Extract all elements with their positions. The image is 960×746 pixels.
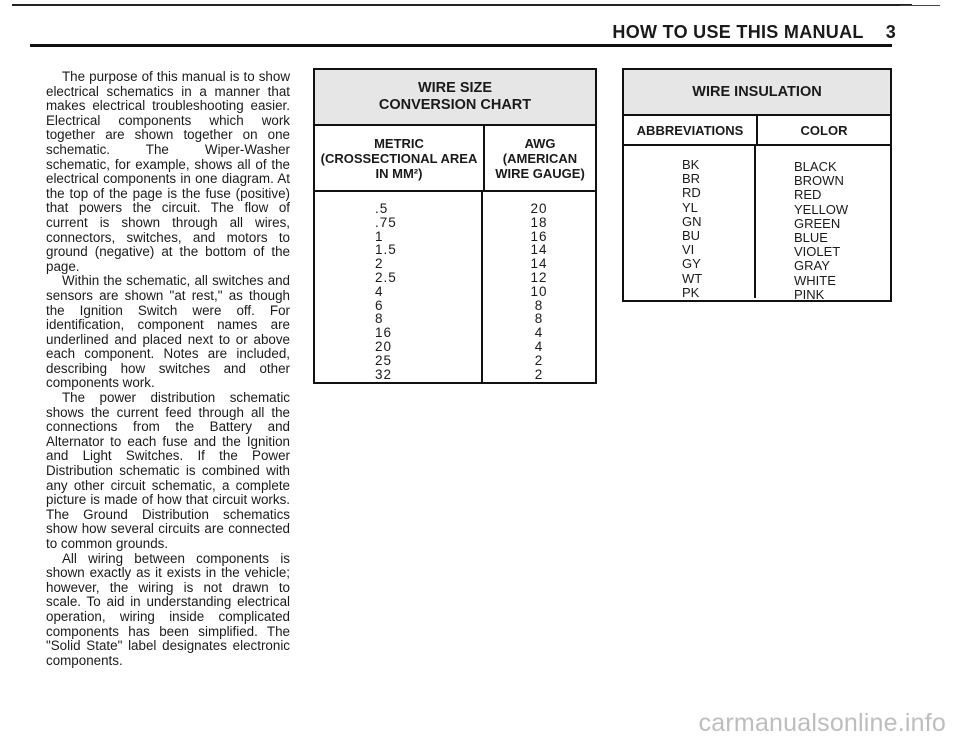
color-cell: BLUE xyxy=(794,230,828,246)
color-header: COLOR xyxy=(800,122,848,138)
metric-value: 32 xyxy=(375,366,393,382)
wire-insulation-body xyxy=(624,146,890,302)
abbreviation-cell: WT xyxy=(682,270,703,286)
metric-value: 25 xyxy=(375,352,393,368)
wire-insulation-table xyxy=(622,68,892,302)
color-cell: WHITE xyxy=(794,272,836,288)
page-number: 3 xyxy=(885,22,896,42)
paragraph: The purpose of this manual is to show electrical schematics in a manner that makes electrical troubleshooting easier. Electrical components which work together are shown together on one schematic. The Wiper-Washer schematic, for example, shows all of the electrical components in one diagram. At the top of the page is the fuse (positive) that powers the circuit. The flow of current is shown through all wires, connectors, switches, and motors to ground (negative) at the bottom of the page. xyxy=(46,69,290,274)
color-cell: GRAY xyxy=(794,258,830,274)
awg-value: 20 xyxy=(530,201,548,216)
abbreviation-cell: PK xyxy=(682,284,700,300)
intro-text xyxy=(46,70,290,668)
wire-size-header-row xyxy=(315,126,595,192)
colors-column xyxy=(756,146,890,302)
abbreviation-cell: BR xyxy=(682,171,701,187)
awg-column xyxy=(483,192,595,382)
awg-value: 4 xyxy=(534,325,544,341)
paragraph: The power distribution schematic shows the current feed through all the connections from the Battery and Alternator to each fuse and the Ignition and Light Switches. If the Power Distribution schematic is combined with any other circuit schematic, a complete picture is made of how that circuit works. The Ground Distribution schematics show how several circuits are connected to common grounds. xyxy=(46,390,290,551)
metric-value: 2.5 xyxy=(375,269,397,285)
metric-value: .5 xyxy=(375,201,389,216)
color-cell: BLACK xyxy=(794,159,837,174)
top-rule xyxy=(12,4,912,6)
watermark: carmanualsonline.info xyxy=(698,709,946,737)
awg-value: 14 xyxy=(530,256,548,272)
color-cell: RED xyxy=(794,187,822,203)
abbreviations-column xyxy=(624,146,756,298)
abbreviation-cell: GY xyxy=(682,256,701,272)
awg-value: 2 xyxy=(534,352,544,368)
abbreviations-header: ABBREVIATIONS xyxy=(624,116,758,144)
metric-value: 6 xyxy=(375,297,384,313)
wire-insulation-title: WIRE INSULATION xyxy=(624,70,890,116)
metric-value: 1 xyxy=(375,228,384,244)
awg-value: 18 xyxy=(530,214,548,230)
metric-value: 16 xyxy=(375,325,393,341)
paragraph: All wiring between components is shown exactly as it exists in the vehicle; however, the wiring is not drawn to scale. To aid in understanding electrical operation, wiring inside complicated components has been simplified. The "Solid State" label designates electronic components. xyxy=(46,550,290,668)
wire-insulation-header-row xyxy=(624,116,890,146)
wire-size-title: WIRE SIZE CONVERSION CHART xyxy=(315,70,595,126)
page-header xyxy=(612,22,896,43)
abbreviation-cell: BK xyxy=(682,157,700,172)
wire-size-body xyxy=(315,192,595,382)
paragraph: Within the schematic, all switches and sensors are shown "at rest," as though the Ignition Switch were off. For identification, component names are underlined and placed next to or above each component. Notes are included, describing how switches and other components work. xyxy=(46,273,290,391)
awg-value: 4 xyxy=(534,338,544,354)
abbreviation-cell: RD xyxy=(682,185,701,201)
awg-value: 16 xyxy=(530,228,548,244)
color-cell: PINK xyxy=(794,286,825,302)
color-cell: BROWN xyxy=(794,173,844,189)
metric-value: 4 xyxy=(375,283,384,299)
awg-value: 8 xyxy=(534,311,544,327)
awg-value: 2 xyxy=(534,366,544,382)
header-rule xyxy=(30,44,892,47)
color-cell: YELLOW xyxy=(794,201,849,217)
abbreviation-cell: YL xyxy=(682,199,698,215)
metric-column xyxy=(315,192,483,382)
wire-size-conversion-chart xyxy=(313,68,597,384)
metric-value: 8 xyxy=(375,311,384,327)
awg-value: 12 xyxy=(530,269,548,285)
awg-value: 10 xyxy=(530,283,548,299)
abbreviation-cell: BU xyxy=(682,228,701,244)
awg-value: 8 xyxy=(534,297,544,313)
awg-value: 14 xyxy=(530,242,548,258)
metric-column-header: METRIC (CROSSECTIONAL AREA IN MM²) xyxy=(315,126,485,190)
metric-value: 2 xyxy=(375,256,384,272)
top-rule-tail xyxy=(900,5,940,6)
metric-value: 1.5 xyxy=(375,242,397,258)
metric-value: 20 xyxy=(375,338,393,354)
abbreviation-cell: GN xyxy=(682,213,702,229)
color-cell: GREEN xyxy=(794,215,841,231)
abbreviation-cell: VI xyxy=(682,242,695,258)
page-title: HOW TO USE THIS MANUAL xyxy=(612,22,864,42)
color-cell: VIOLET xyxy=(794,244,841,260)
awg-column-header: AWG (AMERICAN WIRE GAUGE) xyxy=(495,135,585,181)
metric-value: .75 xyxy=(375,214,397,230)
